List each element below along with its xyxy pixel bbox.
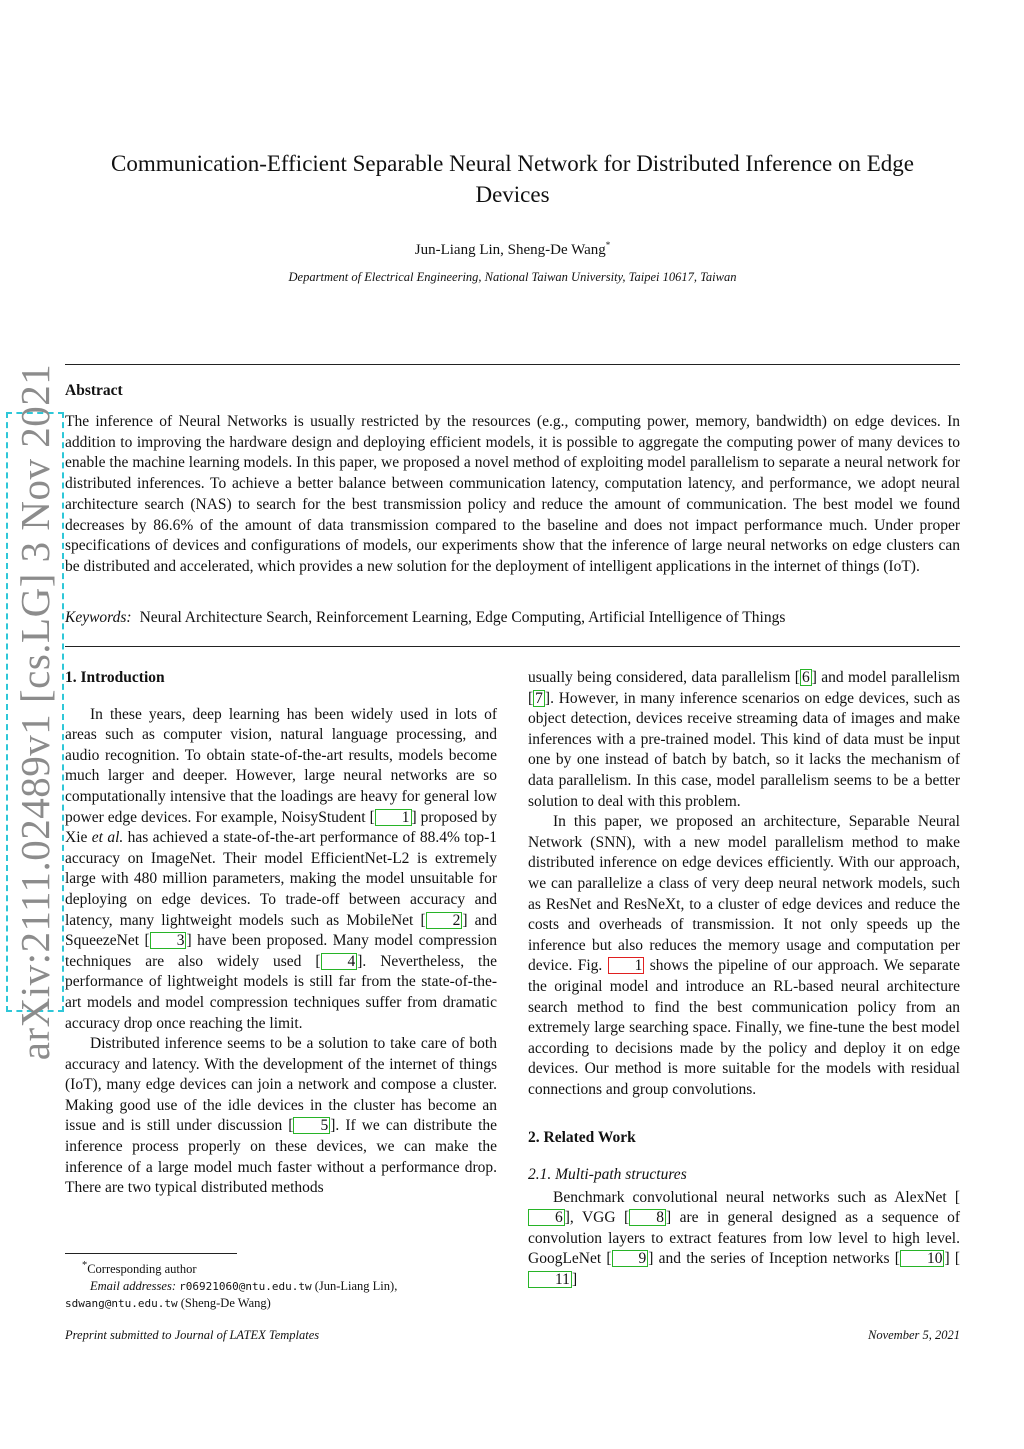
authors <box>65 240 960 259</box>
keywords-label: Keywords: <box>65 609 132 626</box>
affiliation: Department of Electrical Engineering, National Taiwan University, Taipei 10617, Taiwan <box>288 270 737 284</box>
subsection-heading-multi-path: 2.1. Multi-path structures <box>528 1166 687 1184</box>
citation-link[interactable]: 9 <box>612 1250 649 1267</box>
footnote-mark: * <box>82 1260 88 1271</box>
text-span: has achieved a state-of-the-art performance of 88.4% top-1 accuracy on ImageNet. Their model EfficientNet-L2 is extremely large with 480 million parameters, making the model unsuitable for deploying on edge devices. To trade-off between accuracy and latency, many lightweight models such as MobileNet <box>65 829 497 929</box>
citation-link[interactable]: 4 <box>321 953 358 970</box>
citation-link[interactable]: 6 <box>801 669 810 686</box>
email-address-2[interactable]: sdwang@ntu.edu.tw <box>65 1297 178 1311</box>
footnote-emails-continued <box>65 1295 397 1313</box>
email-address-1[interactable]: r06921060@ntu.edu.tw <box>179 1279 312 1293</box>
text-span: shows the pipeline of our approach. We separate the original model and introduce an RL-based neural architecture search method to find the best communication policy from an extremely large searching space. Finally, we fine-tune the best model according to decisions made by the policy and deploy it on edge devices. Our method is more suitable for the models with residual connections and group convolutions. <box>528 957 960 1098</box>
figure-link[interactable]: 1 <box>608 957 645 974</box>
arxiv-identifier: arXiv:2111.02489v1 [cs.LG] 3 Nov 2021 <box>12 363 58 1061</box>
intro-paragraph-2-continued: usually being considered, data parallelism [ 6 ] and model parallelism [ 7 ]. However, in many inference scenarios on edge devices, such as object detection, devices receive streaming data of images and make inferences with a pre-trained model. This kind of data must be input one by one instead of batch by batch, so it lacks the mechanism of data parallelism. In this case, model parallelism seems to be a better solution to deal with this problem. <box>528 669 960 810</box>
text-span: and the series of Inception networks <box>653 1250 895 1268</box>
abstract-top-rule <box>65 364 960 365</box>
text-span: , VGG <box>569 1209 625 1227</box>
related-paragraph-1: Benchmark convolutional neural networks such as AlexNet [6 ], VGG [ 8 ] are in general designed as a sequence of convolution layers to extract features from low level to high level. GoogLeNet [ 9 ] and the series of Inception networks [ 10 ] [11 ] <box>528 1188 960 1289</box>
text-span: have been proposed. Many model compression techniques are also widely used <box>65 932 497 970</box>
text-span: . However, in many inference scenarios on edge devices, such as object detection, devices receive streaming data of images and make inferences with a pre-trained model. This kind of data must be input one by one instead of batch by batch, so it lacks the mechanism of data parallelism. In this case, model parallelism seems to be a better solution to deal with this problem. <box>528 689 960 810</box>
text-span: Benchmark convolutional neural networks such as AlexNet <box>553 1188 955 1206</box>
citation-link[interactable]: 10 <box>900 1250 945 1267</box>
title-line-2: Devices <box>475 182 550 207</box>
text-span: usually being considered, data parallelism <box>528 669 795 686</box>
text-span: In this paper, we proposed an architecture, Separable Neural Network (SNN), with a new model parallelism method to make distributed inference on edge devices efficiently. With our approach, we can parallelize a class of very deep neural network models, such as ResNet and ResNeXt, to a cluster of edge devices and reduce the costs and overheads of transmission. It not only speeds up the inference but also reduces the memory usage and computation per device. Fig. <box>528 813 960 975</box>
intro-paragraph-3 <box>528 812 960 1100</box>
citation-link[interactable]: 3 <box>150 932 187 949</box>
footnote-corresponding <box>65 1258 397 1278</box>
text-span: . Nevertheless, the performance of lightweight models is still far from the state-of-the-art models and model compression techniques suffer from dramatic accuracy drop once reaching the limit. <box>65 952 497 1032</box>
footer-date: November 5, 2021 <box>868 1328 960 1342</box>
corresponding-mark: * <box>605 240 611 250</box>
citation-link[interactable]: 11 <box>528 1271 572 1288</box>
title-line-1: Communication-Efficient Separable Neural Network for Distributed Inference on Edge <box>110 151 914 176</box>
right-column <box>528 668 960 1291</box>
section-heading-related-work: 2. Related Work <box>528 1129 636 1147</box>
text-span <box>950 1250 955 1267</box>
abstract-heading: Abstract <box>65 382 123 399</box>
abstract-text: The inference of Neural Networks is usually restricted by the resources (e.g., computing power, memory, bandwidth) on edge devices. In addition to improving the hardware design and deploying efficient models, it is possible to aggregate the computing power of many devices to enable the machine learning models. In this paper, we proposed a novel method of exploiting model parallelism to separate a neural network for distributed inferences. To achieve a better balance between communication latency, computation latency, and performance, we adopt neural architecture search (NAS) to search for the best transmission policy and reduce the amount of communication. The best model we found decreases by 86.6% of the amount of data transmission compared to the baseline and does not impact performance much. Under proper specifications of devices and configurations of models, our experiments show that the inference of large neural networks on edge clusters can be distributed and accelerated, which provides a new solution for the deployment of intelligent applications in the internet of things (IoT). <box>65 413 960 575</box>
email-label: Email addresses: <box>90 1278 176 1293</box>
text-span: and model parallelism <box>816 669 960 686</box>
paper-title <box>65 148 960 210</box>
author-names: Jun-Liang Lin, Sheng-De Wang <box>414 242 606 258</box>
text-span: et al. <box>91 829 124 847</box>
text-span: . If we can distribute the inference process properly on these devices, we can make the inference of a large model much faster without a performance drop. There are two typical distributed methods <box>65 1117 498 1197</box>
text-span: and SqueezeNet <box>65 911 497 950</box>
keywords-text: Neural Architecture Search, Reinforcement Learning, Edge Computing, Artificial Intelligence of Things <box>139 609 786 626</box>
footnote-emails <box>65 1278 397 1296</box>
citation-link[interactable]: 8 <box>629 1209 666 1226</box>
keywords <box>65 609 960 627</box>
intro-paragraph-1: In these years, deep learning has been widely used in lots of areas such as computer vision, natural language processing, and audio recognition. To obtain state-of-the-art results, models become much larger and deeper. However, large neural networks are so computationally intensive that the loadings are heavy for general low power edge devices. For example, NoisyStudent [ 1 ] proposed by Xie et al. has achieved a state-of-the-art performance of 88.4% top-1 accuracy on ImageNet. Their model EfficientNet-L2 is extremely large with 480 million parameters, making the model unsuitable for deploying on edge devices. To trade-off between accuracy and latency, many lightweight models such as MobileNet [ 2 ] and SqueezeNet [ 3 ] have been proposed. Many model compression techniques are also widely used [ 4 ]. Nevertheless, the performance of lightweight models is still far from the state-of-the-art models and model compression techniques suffer from dramatic accuracy drop once reaching the limit. <box>65 705 497 1032</box>
intro-paragraph-2: Distributed inference seems to be a solution to take care of both accuracy and latency. With the development of the internet of things (IoT), many edge devices can join a network and compose a cluster. Making good use of the idle devices in the cluster has become an issue and is still under discussion [ 5 ]. If we can distribute the inference process properly on these devices, we can make the inference of a large model much faster without a performance drop. There are two typical distributed methods <box>65 1035 498 1197</box>
citation-link[interactable]: 1 <box>375 809 412 826</box>
footnote-rule <box>65 1253 237 1254</box>
citation-link[interactable]: 2 <box>426 912 463 929</box>
email-owner-2: (Sheng-De Wang) <box>180 1296 271 1311</box>
footnotes <box>65 1258 397 1313</box>
left-column <box>65 668 497 1199</box>
arxiv-stamp <box>6 363 64 1061</box>
section-heading-introduction: 1. Introduction <box>65 669 165 686</box>
text-span: proposed by Xie <box>65 808 497 847</box>
citation-link[interactable]: 5 <box>293 1117 330 1134</box>
text-span: In these years, deep learning has been widely used in lots of areas such as computer vision, natural language processing, and audio recognition. To obtain state-of-the-art results, models become much larger and deeper. However, large neural networks are so computationally intensive that the loadings are heavy for general low power edge devices. For example, NoisyStudent <box>65 705 497 826</box>
footnote-text: Corresponding author <box>87 1262 197 1277</box>
abstract-bottom-rule <box>65 646 960 647</box>
footer-journal: Preprint submitted to Journal of LATEX Templates <box>65 1328 320 1342</box>
email-owner-1: (Jun-Liang Lin), <box>314 1278 398 1293</box>
citation-link[interactable]: 7 <box>535 689 543 707</box>
citation-link[interactable]: 6 <box>528 1209 565 1226</box>
text-span: Distributed inference seems to be a solution to take care of both accuracy and latency. With the development of the internet of things (IoT), many edge devices can join a network and compose a cluster. Making good use of the idle devices in the cluster has become an issue and is still under discussion <box>65 1035 497 1135</box>
text-span: are in general designed as a sequence of convolution layers to extract features from low level to high level. GoogLeNet <box>528 1209 960 1268</box>
